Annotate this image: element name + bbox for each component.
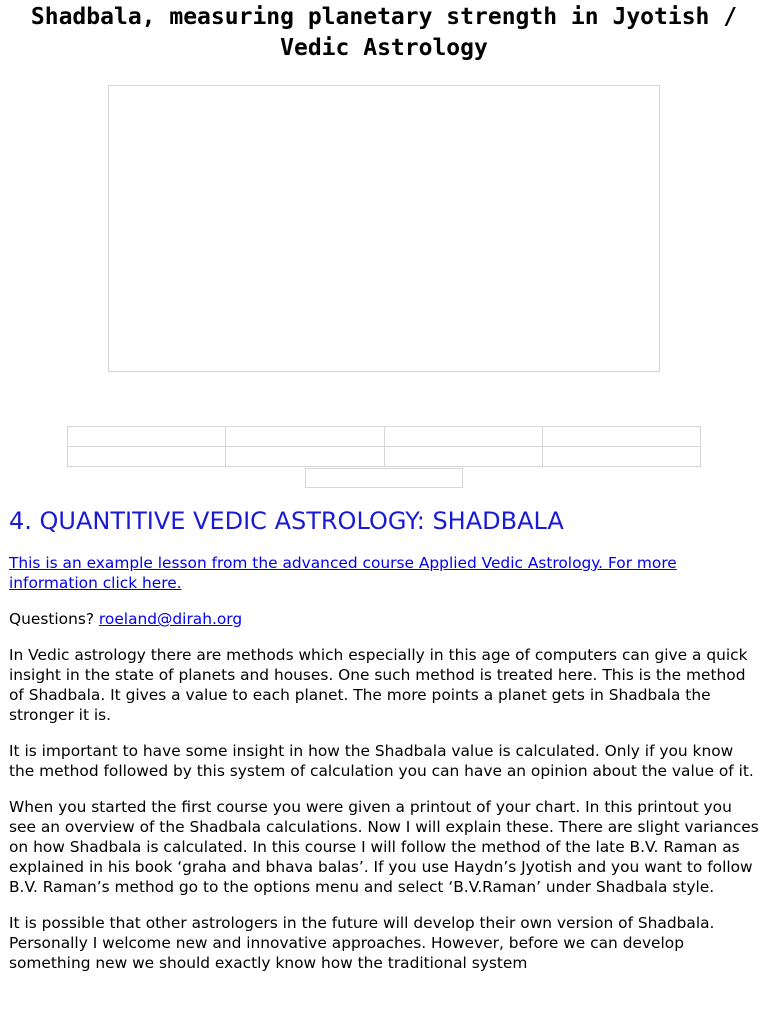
paragraph-3: When you started the first course you were given a printout of your chart. In this printout you see an overview of the Shadbala calculations. Now I will explain these. There are slight variances on how Shadbala is calculated. In this course I will follow the method of the late B.V. Raman as explained in his book ‘graha and bhava balas’. If you use Haydn’s Jyotish and you want to follow B.V. Raman’s method go to the options menu and select ‘B.V.Raman’ under Shadbala style. [9, 798, 759, 896]
intro-paragraph [9, 553, 761, 593]
paragraph-4: It is possible that other astrologers in the future will develop their own version of Shadbala. Personally I welcome new and innovative approaches. However, before we can develop something new we should exactly know how the traditional system [9, 914, 715, 972]
questions-label: Questions? [9, 610, 99, 628]
section-heading: 4. QUANTITIVE VEDIC ASTROLOGY: SHADBALA [9, 507, 564, 535]
empty-cell-box [305, 468, 463, 488]
paragraph-1: In Vedic astrology there are methods which especially in this age of computers can give a quick insight in the state of planets and houses. One such method is treated here. This is the method of Shadbala. It gives a value to each planet. The more points a planet gets in Shadbala the stronger it is. [9, 646, 748, 724]
table-row [68, 427, 701, 447]
table-cell [384, 427, 542, 447]
paragraph-2: It is important to have some insight in how the Shadbala value is calculated. Only if you know the method followed by this system of calculation you can have an opinion about the value of it. [9, 742, 754, 780]
table-cell [68, 427, 226, 447]
table-cell [226, 447, 384, 467]
table-cell [542, 427, 700, 447]
table-row [68, 447, 701, 467]
page-title: Shadbala, measuring planetary strength in Jyotish / Vedic Astrology [30, 4, 738, 61]
table-cell [542, 447, 700, 467]
table-cell [384, 447, 542, 467]
table-cell [226, 427, 384, 447]
empty-table [67, 426, 701, 467]
table-cell [68, 447, 226, 467]
image-placeholder [108, 85, 660, 372]
questions-paragraph [9, 609, 761, 629]
email-link[interactable]: roeland@dirah.org [98, 610, 243, 628]
course-info-link[interactable]: This is an example lesson from the advanced course Applied Vedic Astrology. For more information click here. [9, 554, 677, 592]
article-body [9, 553, 761, 989]
